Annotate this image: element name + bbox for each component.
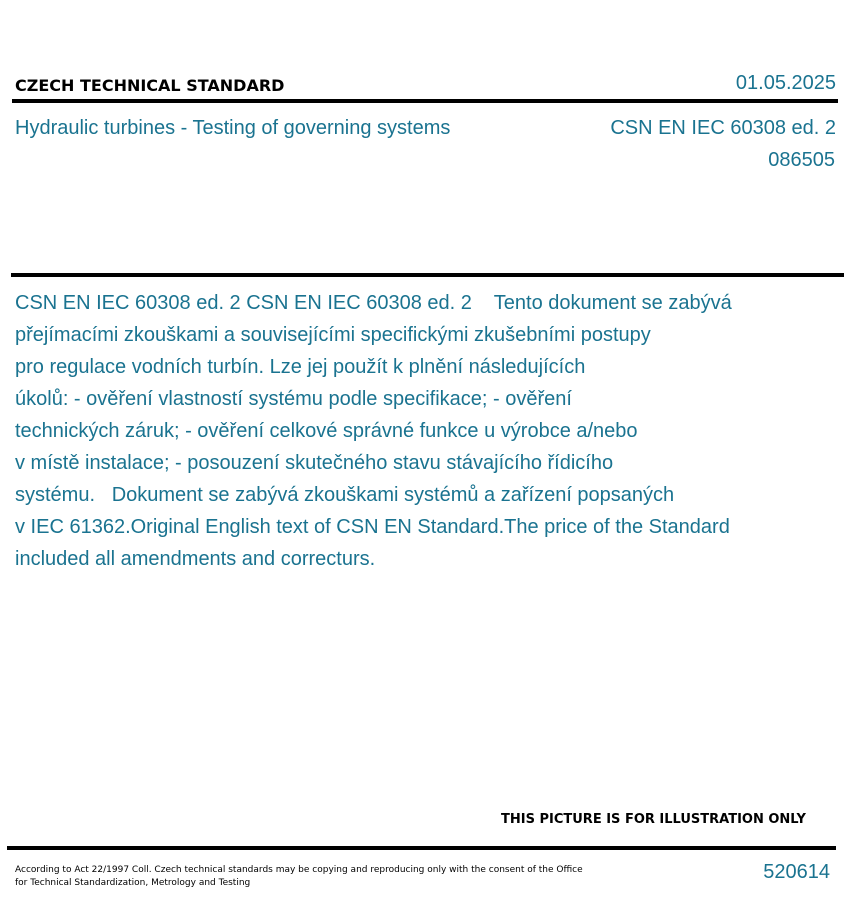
footer-code: 520614 bbox=[763, 861, 830, 883]
standard-number: CSN EN IEC 60308 ed. 2 bbox=[610, 117, 836, 139]
description-line: přejímacími zkouškami a souvisejícími specifickými zkušebními postupy bbox=[15, 324, 651, 346]
legal-notice bbox=[15, 864, 595, 890]
description-line: úkolů: - ověření vlastností systému podle specifikace; - ověření bbox=[15, 388, 572, 410]
header-divider bbox=[12, 99, 838, 103]
catalog-number: 086505 bbox=[768, 149, 835, 171]
illustration-note: THIS PICTURE IS FOR ILLUSTRATION ONLY bbox=[501, 812, 806, 827]
legal-notice-line: for Technical Standardization, Metrology and Testing bbox=[15, 878, 251, 888]
description-line: pro regulace vodních turbín. Lze jej použít k plnění následujících bbox=[15, 356, 586, 378]
description-line: v IEC 61362.Original English text of CSN EN Standard.The price of the Standard bbox=[15, 516, 730, 538]
standard-description bbox=[15, 287, 815, 575]
description-line: CSN EN IEC 60308 ed. 2 CSN EN IEC 60308 ed. 2 Tento dokument se zabývá bbox=[15, 292, 732, 314]
document-kicker: CZECH TECHNICAL STANDARD bbox=[15, 76, 285, 95]
description-line: v místě instalace; - posouzení skutečného stavu stávajícího řídicího bbox=[15, 452, 614, 474]
footer-divider bbox=[7, 846, 836, 850]
description-line: technických záruk; - ověření celkové správné funkce u výrobce a/nebo bbox=[15, 420, 638, 442]
description-line: included all amendments and correcturs. bbox=[15, 548, 376, 570]
publication-date: 01.05.2025 bbox=[735, 72, 836, 94]
legal-notice-line: According to Act 22/1997 Coll. Czech technical standards may be copying and reproducing only with the consent of the Office bbox=[15, 865, 583, 875]
title-divider bbox=[11, 273, 844, 277]
description-line: systému. Dokument se zabývá zkouškami systémů a zařízení popsaných bbox=[15, 484, 675, 506]
standard-title: Hydraulic turbines - Testing of governing systems bbox=[15, 117, 451, 139]
